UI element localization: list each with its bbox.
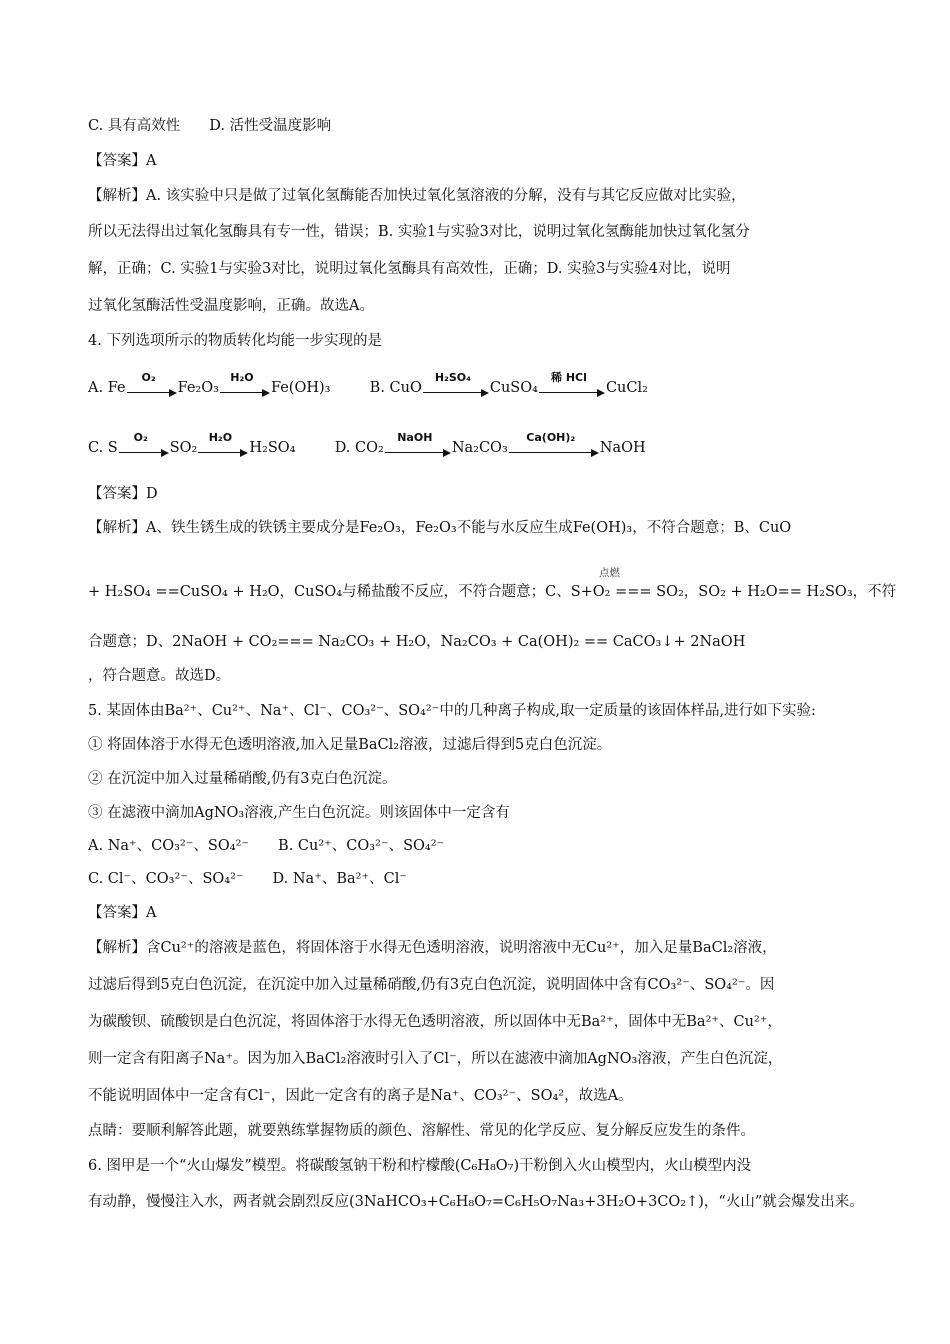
q5-analysis-line: 【解析】含Cu²⁺的溶液是蓝色，将固体溶于水得无色透明溶液，说明溶液中无Cu²⁺，加入足量BaCl₂溶液， xyxy=(88,940,777,956)
reaction-arrow xyxy=(127,371,177,398)
q4-option-d xyxy=(334,431,646,456)
reagent-label: O₂ xyxy=(133,431,148,444)
q4-option-a xyxy=(88,371,335,396)
q5-analysis-line: 则一定含有阳离子Na⁺。因为加入BaCl₂溶液时引入了Cl⁻，所以在滤液中滴加AgNO₃溶液，产生白色沉淀， xyxy=(88,1051,783,1067)
reagent-label: H₂O xyxy=(230,371,254,384)
q6-line: 6. 图甲是一个“火山爆发”模型。将碳酸氢钠干粉和柠檬酸(C₆H₈O₇)干粉倒入火山模型内，火山模型内没 xyxy=(88,1158,752,1174)
q6-line: 有动静，慢慢注入水，两者就会剧烈反应(3NaHCO₃+C₆H₈O₇=C₆H₅O₇Na₃+3H₂O+3CO₂↑)，“火山”就会爆发出来。 xyxy=(88,1194,864,1210)
q4-analysis-line: 【解析】A、铁生锈生成的铁锈主要成分是Fe₂O₃，Fe₂O₃不能与水反应生成Fe(OH)₃，不符合题意；B、CuO xyxy=(88,520,792,536)
q5-step: ② 在沉淀中加入过量稀硝酸,仍有3克白色沉淀。 xyxy=(88,771,397,787)
q4-answer: 【答案】D xyxy=(88,486,158,502)
q4-option-c xyxy=(88,431,300,456)
formula: Fe xyxy=(107,380,126,396)
q5-step: ① 将固体溶于水得无色透明溶液,加入足量BaCl₂溶液，过滤后得到5克白色沉淀。 xyxy=(88,737,612,753)
q3-analysis-line: 所以无法得出过氧化氢酶具有专一性，错误；B. 实验1与实验3对比，说明过氧化氢酶能加快过氧化氢分 xyxy=(88,224,750,240)
q5-analysis-line: 过滤后得到5克白色沉淀，在沉淀中加入过量稀硝酸,仍有3克白色沉淀，说明固体中含有CO₃²⁻、SO₄²⁻。因 xyxy=(88,977,775,993)
q5-tip: 点睛：要顺利解答此题，就要熟练掌握物质的颜色、溶解性、常见的化学反应、复分解反应发生的条件。 xyxy=(88,1123,755,1139)
reaction-arrow xyxy=(509,431,599,458)
option-label: C. xyxy=(88,440,108,456)
option-label: B. xyxy=(369,380,390,396)
q5-options-cd: C. Cl⁻、CO₃²⁻、SO₄²⁻ D. Na⁺、Ba²⁺、Cl⁻ xyxy=(88,871,408,887)
reagent-label: O₂ xyxy=(141,371,156,384)
q5-answer: 【答案】A xyxy=(88,905,157,921)
formula: Na₂CO₃ xyxy=(451,440,508,456)
q4-analysis-line: 合题意；D、2NaOH + CO₂=== Na₂CO₃ + H₂O，Na₂CO₃ + Ca(OH)₂ == CaCO₃↓+ 2NaOH xyxy=(88,634,746,650)
q3-options-cd: C. 具有高效性 D. 活性受温度影响 xyxy=(88,118,332,134)
reaction-arrow xyxy=(119,431,169,458)
formula: CO₂ xyxy=(355,440,384,456)
formula: Fe(OH)₃ xyxy=(270,380,331,396)
q3-analysis-line: 过氧化氢酶活性受温度影响，正确。故选A。 xyxy=(88,298,374,314)
reaction-arrow xyxy=(198,431,248,458)
formula: S xyxy=(107,440,118,456)
q5-step: ③ 在滤液中滴加AgNO₃溶液,产生白色沉淀。则该固体中一定含有 xyxy=(88,805,510,821)
q5-stem: 5. 某固体由Ba²⁺、Cu²⁺、Na⁺、Cl⁻、CO₃²⁻、SO₄²⁻中的几种离子构成,取一定质量的该固体样品,进行如下实验: xyxy=(88,703,816,719)
q4-option-b xyxy=(369,371,648,396)
reagent-label: H₂SO₄ xyxy=(434,371,471,384)
formula: CuCl₂ xyxy=(605,380,648,396)
reaction-condition-label: 点燃 xyxy=(599,567,620,579)
option-label: D. xyxy=(334,440,356,456)
reaction-arrow xyxy=(220,371,270,398)
q3-analysis-line: 【解析】A. 该实验中只是做了过氧化氢酶能否加快过氧化氢溶液的分解，没有与其它反应做对比实验， xyxy=(88,188,746,204)
formula: H₂SO₄ xyxy=(249,440,296,456)
q4-options-cd xyxy=(88,431,870,458)
q4-stem: 4. 下列选项所示的物质转化均能一步实现的是 xyxy=(88,333,382,349)
reaction-arrow xyxy=(539,371,605,398)
reagent-label: H₂O xyxy=(208,431,233,444)
q5-options-ab: A. Na⁺、CO₃²⁻、SO₄²⁻ B. Cu²⁺、CO₃²⁻、SO₄²⁻ xyxy=(88,838,445,854)
reaction-arrow xyxy=(385,431,451,458)
formula: CuSO₄ xyxy=(489,380,538,396)
reagent-label: NaOH xyxy=(397,431,433,444)
q4-analysis-line: ，符合题意。故选D。 xyxy=(88,668,231,684)
reagent-label: 稀 HCl xyxy=(551,371,587,384)
q4-analysis-line: + H₂SO₄ ==CuSO₄ + H₂O，CuSO₄与稀盐酸不反应，不符合题意；C、S+O₂ === SO₂，SO₂ + H₂O== H₂SO₃，不符 xyxy=(88,584,897,600)
formula: SO₂ xyxy=(169,440,198,456)
formula: NaOH xyxy=(599,440,646,456)
formula: CuO xyxy=(389,380,422,396)
q5-analysis-line: 为碳酸钡、硫酸钡是白色沉淀，将固体溶于水得无色透明溶液，所以固体中无Ba²⁺，固体中无Ba²⁺、Cu²⁺， xyxy=(88,1014,782,1030)
q3-answer: 【答案】A xyxy=(88,153,157,169)
option-label: A. xyxy=(88,380,108,396)
formula: Fe₂O₃ xyxy=(177,380,219,396)
q3-analysis-line: 解，正确；C. 实验1与实验3对比，说明过氧化氢酶具有高效性，正确；D. 实验3与实验4对比，说明 xyxy=(88,261,731,277)
q4-options-ab xyxy=(88,371,870,398)
reagent-label: Ca(OH)₂ xyxy=(526,431,576,444)
q5-analysis-line: 不能说明固体中一定含有Cl⁻，因此一定含有的离子是Na⁺、CO₃²⁻、SO₄²，故选A。 xyxy=(88,1088,633,1104)
reaction-arrow xyxy=(423,371,489,398)
